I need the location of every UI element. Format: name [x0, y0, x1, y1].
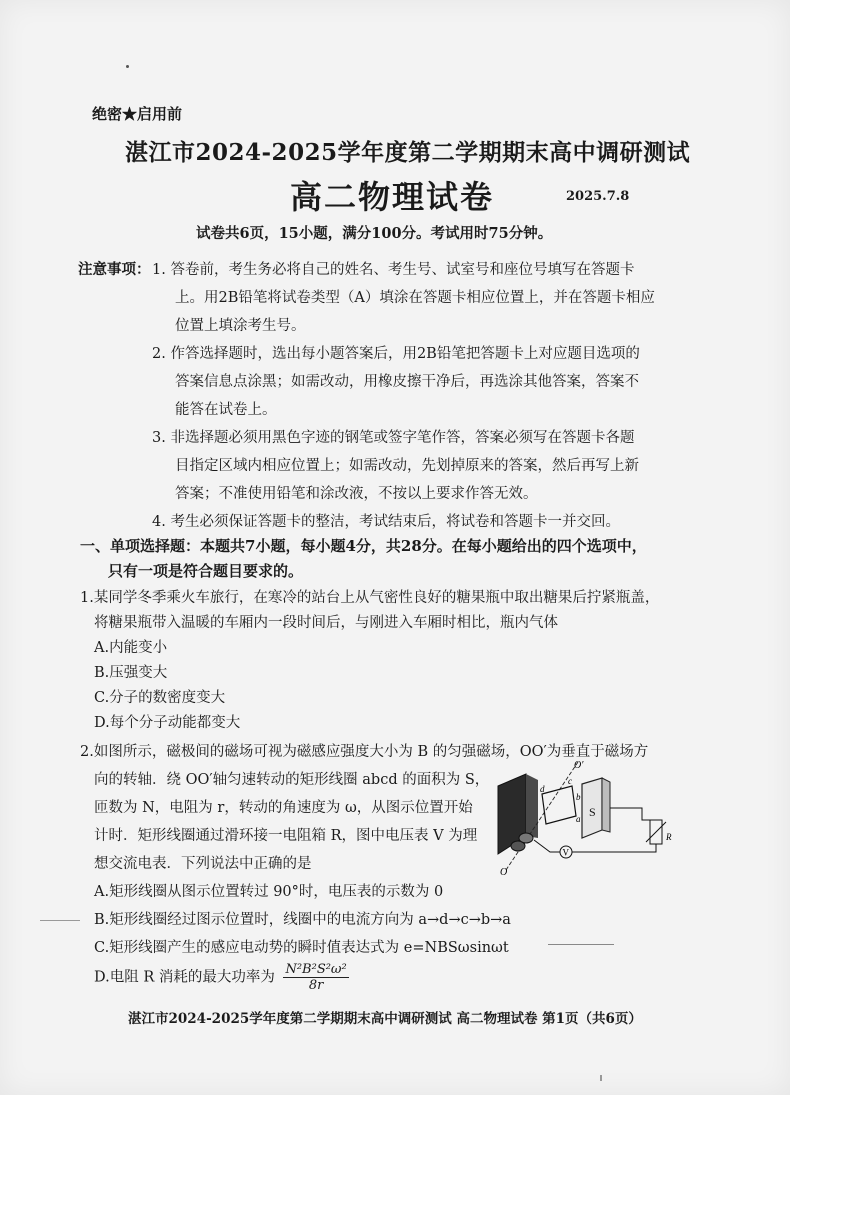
question-2-stem: 2.如图所示，磁极间的磁场可视为磁感应强度大小为 B 的匀强磁场，OO′为垂直于磁场方	[80, 744, 649, 760]
exam-date: 2025.7.8	[566, 189, 630, 204]
generator-diagram	[490, 758, 680, 876]
circuit-wire	[610, 808, 646, 820]
page-footer: 湛江市2024-2025学年度第二学期期末高中调研测试 高二物理试卷 第1页（共6页）	[128, 1011, 642, 1027]
scan-mark	[548, 944, 614, 945]
option-d-text: D.电阻 R 消耗的最大功率为	[94, 969, 275, 986]
question-1-option-b: B.压强变大	[94, 665, 168, 681]
question-2-option-a: A.矩形线圈从图示位置转过 90°时，电压表的示数为 0	[94, 884, 444, 900]
scan-speck	[126, 65, 129, 68]
question-1-option-d: D.每个分子动能都变大	[94, 715, 241, 731]
note-line: 答案信息点涂黑；如需改动，用橡皮擦干净后，再选涂其他答案，答案不	[175, 374, 639, 390]
section-heading-cont: 只有一项是符合题目要求的。	[108, 562, 304, 580]
label-c: c	[568, 776, 572, 786]
exam-title: 湛江市2024-2025学年度第二学期期末高中调研测试	[125, 139, 691, 166]
note-line: 2. 作答选择题时，选出每小题答案后，用2B铅笔把答题卡上对应题目选项的	[152, 346, 640, 362]
label-a: a	[576, 814, 581, 824]
note-line: 1. 答卷前，考生务必将自己的姓名、考生号、试室号和座位号填写在答题卡	[152, 262, 635, 278]
question-2-option-b: B.矩形线圈经过图示位置时，线圈中的电流方向为 a→d→c→b→a	[94, 912, 511, 928]
note-line: 答案；不准使用铅笔和涂改液，不按以上要求作答无效。	[175, 486, 538, 502]
question-1-option-a: A.内能变小	[94, 640, 168, 656]
max-power-fraction	[283, 962, 348, 993]
slip-ring	[519, 833, 533, 843]
label-b: b	[576, 792, 581, 802]
question-1-option-c: C.分子的数密度变大	[94, 690, 226, 706]
section-heading: 一、单项选择题：本题共7小题，每小题4分，共28分。在每小题给出的四个选项中，	[80, 537, 647, 555]
question-2-stem-cont: 想交流电表．下列说法中正确的是	[94, 856, 312, 872]
coil	[542, 786, 576, 824]
question-1-stem: 1.某同学冬季乘火车旅行，在寒冷的站台上从气密性良好的糖果瓶中取出糖果后拧紧瓶盖，	[80, 590, 660, 606]
label-o-prime: O′	[574, 760, 584, 771]
note-line: 3. 非选择题必须用黑色字迹的钢笔或签字笔作答，答案必须写在答题卡各题	[152, 430, 635, 446]
label-s: S	[589, 805, 596, 819]
notes-label: 注意事项：	[78, 261, 151, 278]
question-2-option-d	[94, 962, 349, 993]
label-o: O	[500, 867, 508, 876]
question-2-stem-cont: 计时．矩形线圈通过滑环接一电阻箱 R，图中电压表 V 为理	[94, 828, 478, 844]
label-v: V	[562, 847, 569, 858]
note-line: 能答在试卷上。	[175, 402, 277, 418]
label-r: R	[666, 832, 672, 842]
fraction-numerator: N²B²S²ω²	[285, 962, 347, 977]
confidential-mark: 绝密★启用前	[92, 105, 183, 123]
fraction-denominator: 8r	[308, 978, 324, 993]
exam-subtitle: 高二物理试卷	[290, 178, 495, 216]
question-2-stem-cont: 匝数为 N，电阻为 r，转动的角速度为 ω，从图示位置开始	[94, 800, 473, 816]
scan-mark	[40, 920, 80, 921]
question-2-option-c: C.矩形线圈产生的感应电动势的瞬时值表达式为 e=NBSωsinωt	[94, 940, 509, 956]
label-d: d	[540, 784, 545, 794]
note-line: 位置上填涂考生号。	[175, 318, 306, 334]
question-1-stem-cont: 将糖果瓶带入温暖的车厢内一段时间后，与刚进入车厢时相比，瓶内气体	[94, 615, 558, 631]
exam-info: 试卷共6页，15小题，满分100分。考试用时75分钟。	[196, 225, 553, 242]
note-line: 4. 考生必须保证答题卡的整洁，考试结束后，将试卷和答题卡一并交回。	[152, 514, 620, 530]
note-line: 上。用2B铅笔将试卷类型（A）填涂在答题卡相应位置上，并在答题卡相应	[175, 290, 655, 306]
question-2-stem-cont: 向的转轴．绕 OO′轴匀速转动的矩形线圈 abcd 的面积为 S，	[94, 772, 490, 788]
note-line: 目指定区域内相应位置上；如需改动，先划掉原来的答案，然后再写上新	[175, 458, 639, 474]
scan-mark	[600, 1075, 602, 1081]
